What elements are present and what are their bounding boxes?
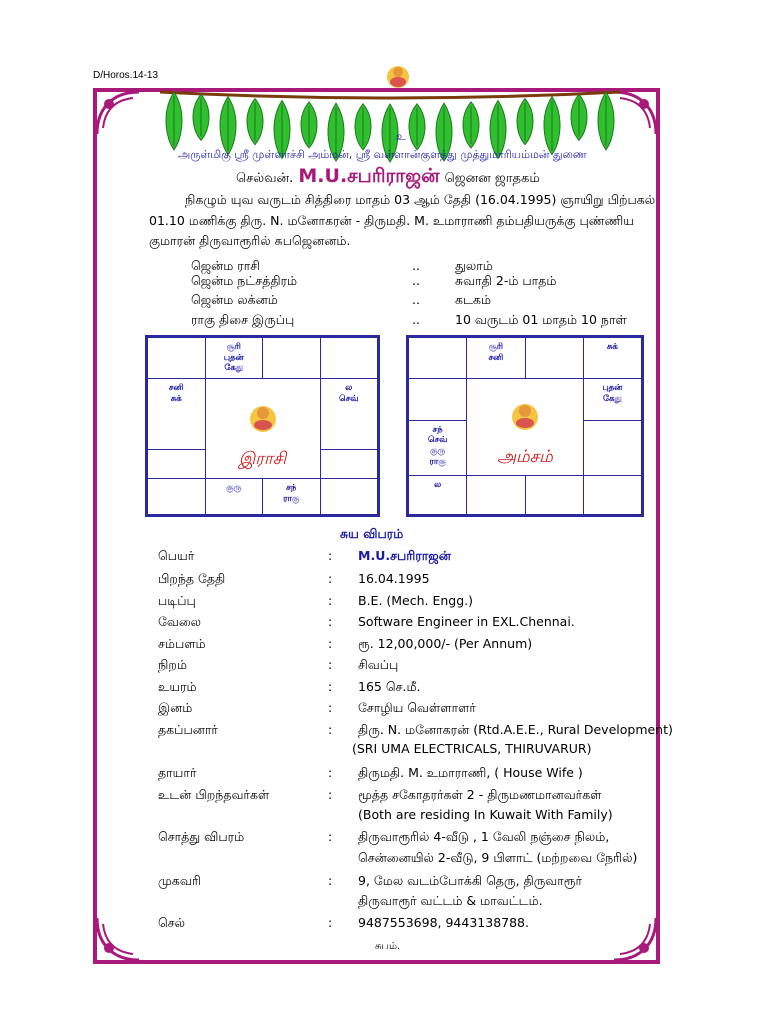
profile-label: முகவரி (158, 873, 201, 888)
title-name: M.U.சபரிராஜன் (298, 165, 440, 187)
profile-label: பெயர் (158, 548, 195, 563)
profile-label: உடன் பிறந்தவர்கள் (158, 787, 270, 802)
rasi-house: சந் ராகு (263, 479, 321, 515)
profile-sep: : (328, 636, 333, 651)
amsam-house (583, 475, 641, 514)
profile-value: 165 செ.மீ. (358, 679, 421, 694)
profile-label: சம்பளம் (158, 636, 206, 651)
profile-value-continued: சென்னையில் 2-வீடு, 9 பிளாட் (மற்றவை நேரில்) (358, 850, 638, 865)
profile-sep: : (328, 873, 333, 888)
profile-sep: : (328, 700, 333, 715)
profile-value: 9487553698, 9443138788. (358, 915, 529, 930)
profile-value: மூத்த சகோதரர்கள் 2 - திருமணமானவர்கள் (358, 787, 602, 802)
detail-label: ஜென்ம நட்சத்திரம் (191, 273, 298, 288)
title-prefix: செல்வன். (236, 171, 294, 186)
profile-sep: : (328, 787, 333, 802)
rasi-house (263, 338, 321, 379)
profile-value: திரு. N. மனோகரன் (Rtd.A.E.E., Rural Development) (358, 722, 673, 737)
detail-sep: .. (412, 292, 420, 307)
detail-label: ஜென்ம ராசி (191, 258, 261, 273)
profile-label: நிறம் (158, 657, 187, 672)
detail-label: ஜென்ம லக்னம் (191, 292, 278, 307)
detail-value: துலாம் (455, 258, 493, 273)
amsam-house (467, 475, 525, 514)
profile-label: செல் (158, 915, 186, 930)
profile-value: 16.04.1995 (358, 571, 430, 586)
profile-sep: : (328, 657, 333, 672)
amsam-house (525, 338, 583, 379)
detail-value: சுவாதி 2-ம் பாதம் (455, 273, 557, 288)
title-suffix: ஜெனன ஜாதகம் (444, 171, 540, 186)
profile-label: உயரம் (158, 679, 197, 694)
detail-sep: .. (412, 258, 420, 273)
rasi-house (148, 449, 206, 479)
reference-code: D/Horos.14-13 (93, 70, 159, 81)
profile-value-continued: (SRI UMA ELECTRICALS, THIRUVARUR) (352, 741, 592, 756)
amsam-house (525, 475, 583, 514)
profile-value: சிவப்பு (358, 657, 399, 672)
profile-sep: : (328, 765, 333, 780)
ganesha-icon (508, 399, 542, 433)
amsam-house (409, 379, 467, 421)
rasi-house (320, 449, 378, 479)
profile-sep: : (328, 679, 333, 694)
amsam-house: சந் செவ் குரு ராகு (409, 420, 467, 475)
detail-value: கடகம் (455, 292, 491, 307)
profile-value: சோழிய வெள்ளாளர் (358, 700, 476, 715)
profile-label: தாயார் (158, 765, 197, 780)
rasi-house: சனி சுக் (148, 379, 206, 450)
profile-label: சொத்து விபரம் (158, 829, 245, 844)
corner-ornament-br (610, 914, 660, 964)
corner-ornament-bl (93, 914, 143, 964)
profile-sep: : (328, 548, 333, 563)
invocation-mark: உ (396, 130, 406, 143)
rasi-house: ல செவ் (320, 379, 378, 450)
profile-value: திருமதி. M. உமாராணி, ( House Wife ) (358, 765, 583, 780)
amsam-house: புதன் கேது (583, 379, 641, 421)
rasi-house: குரு (205, 479, 263, 515)
profile-value-continued: திருவாரூர் வட்டம் & மாவட்டம். (358, 893, 543, 908)
profile-value: திருவாரூரில் 4-வீடு , 1 வேலி நஞ்சை நிலம், (358, 829, 610, 844)
section-title: சுய விபரம் (340, 526, 404, 541)
amsam-house (583, 420, 641, 475)
profile-label: இனம் (158, 700, 193, 715)
rasi-house (148, 479, 206, 515)
amsam-center (467, 379, 584, 476)
ganesha-icon (246, 401, 280, 435)
footer-auspicious: சுபம். (375, 941, 401, 952)
profile-value: B.E. (Mech. Engg.) (358, 593, 474, 608)
detail-sep: .. (412, 312, 420, 327)
profile-value: 9, மேல வடம்போக்கி தெரு, திருவாரூர் (358, 873, 583, 888)
profile-value: ரூ. 12,00,000/- (Per Annum) (358, 636, 533, 651)
detail-label: ராகு திசை இருப்பு (191, 312, 295, 327)
amsam-label: அம்சம் (497, 447, 553, 468)
profile-sep: : (328, 614, 333, 629)
profile-label: தகப்பனார் (158, 722, 218, 737)
deity-blessing-line: அருள்மிகு ஸ்ரீ முள்ளாச்சி அம்மன், ஸ்ரீ வள்ளான்குளத்து முத்துமாரியம்மன் துணை (178, 148, 587, 161)
amsam-chart (406, 335, 644, 517)
detail-sep: .. (412, 273, 420, 288)
birth-para-line: குமாரன் திருவாரூரில் சுபஜெனனம். (149, 233, 351, 248)
birth-para-line: நிகழும் யுவ வருடம் சித்திரை மாதம் 03 ஆம் தேதி (16.04.1995) ஞாயிறு பிற்பகல் (185, 192, 656, 207)
profile-sep: : (328, 722, 333, 737)
horoscope-title (236, 165, 540, 190)
amsam-house: சூரி சனி (467, 338, 525, 379)
corner-ornament-tl (93, 88, 143, 138)
rasi-label: இராசி (238, 448, 287, 469)
profile-label: வேலை (158, 614, 202, 629)
profile-sep: : (328, 915, 333, 930)
rasi-center (205, 379, 320, 479)
profile-label: படிப்பு (158, 593, 196, 608)
rasi-house (148, 338, 206, 379)
rasi-chart (145, 335, 380, 517)
profile-sep: : (328, 829, 333, 844)
birth-para-line: 01.10 மணிக்கு திரு. N. மனோகரன் - திருமதி. M. உமாராணி தம்பதியருக்கு புண்ணிய (149, 213, 634, 228)
profile-value: M.U.சபரிராஜன் (358, 548, 451, 563)
profile-value-continued: (Both are residing In Kuwait With Family) (358, 807, 613, 822)
amsam-house (409, 338, 467, 379)
amsam-house: ல (409, 475, 467, 514)
amsam-house: சுக் (583, 338, 641, 379)
rasi-house: சூரி புதன் கேது (205, 338, 263, 379)
profile-sep: : (328, 571, 333, 586)
rasi-house (320, 479, 378, 515)
profile-sep: : (328, 593, 333, 608)
detail-value: 10 வருடம் 01 மாதம் 10 நாள் (455, 312, 627, 327)
profile-value: Software Engineer in EXL.Chennai. (358, 614, 575, 629)
profile-label: பிறந்த தேதி (158, 571, 226, 586)
rasi-house (320, 338, 378, 379)
